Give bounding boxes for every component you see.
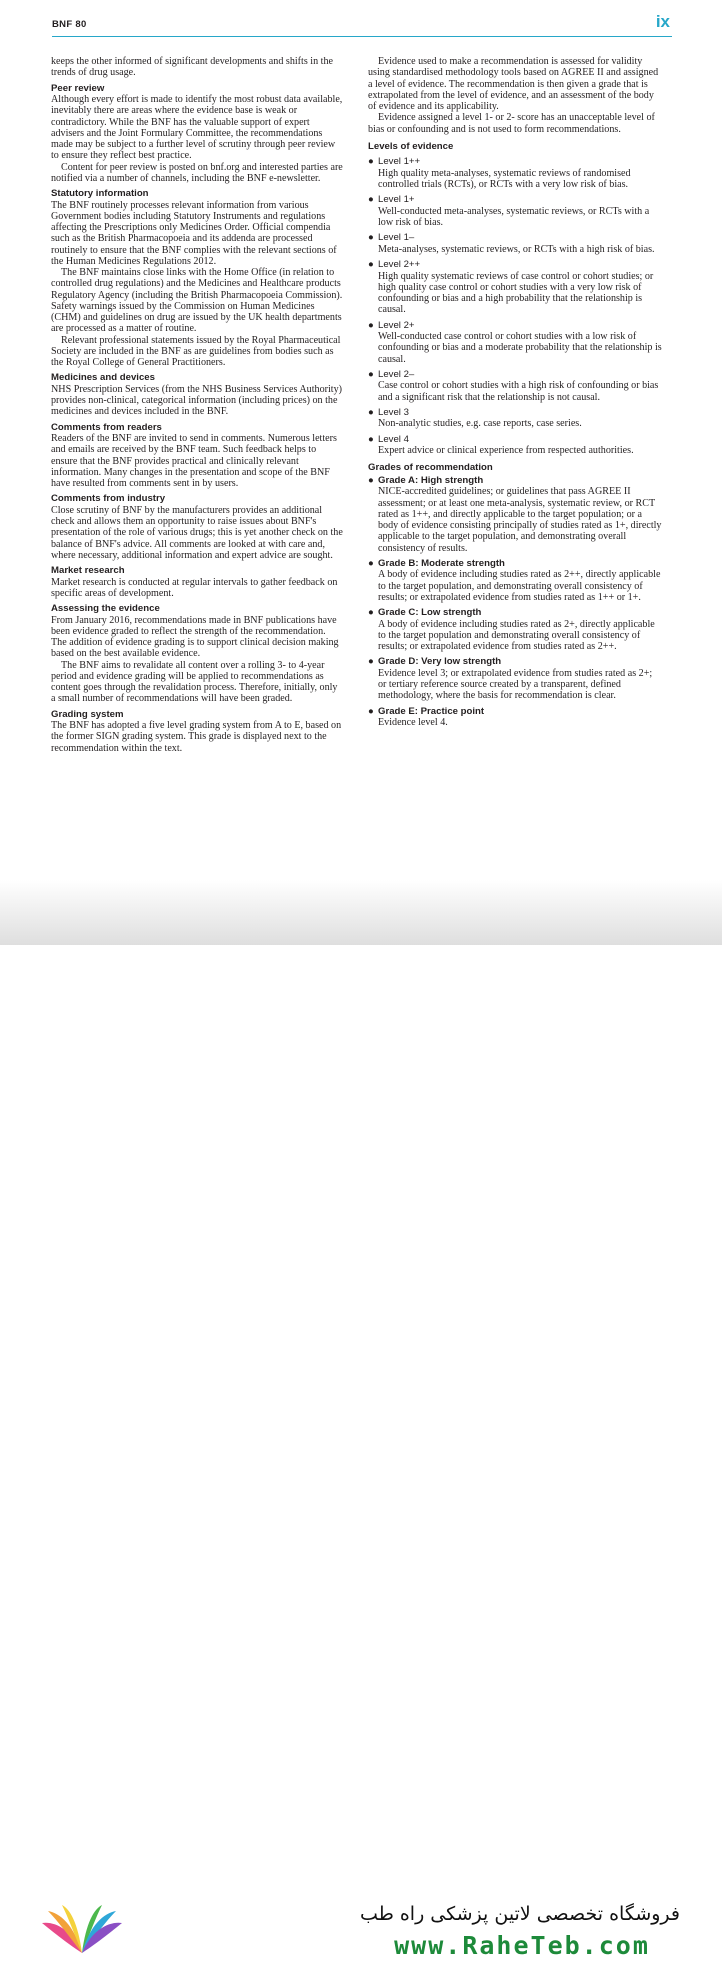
readers-p1: Readers of the BNF are invited to send in comments. Numerous letters and emails are received by the BNF team. Such feedback helps to ensure that the BNF provides practical and clinically relevant information. Many changes in the presentation and scope of the BNF have resulted from comments sent in by users.	[51, 433, 337, 489]
bullet-icon: ●	[368, 156, 374, 168]
level-title: Level 2+	[378, 319, 415, 331]
level-description: Expert advice or clinical experience from respected authorities.	[378, 445, 634, 456]
readers-heading: Comments from readers	[51, 421, 162, 433]
grade-title: Grade E: Practice point	[378, 705, 485, 717]
left-column	[51, 56, 343, 754]
level-item	[368, 194, 662, 228]
medicines-heading: Medicines and devices	[51, 372, 155, 384]
document-page	[0, 0, 722, 940]
market-heading: Market research	[51, 565, 125, 576]
bullet-icon: ●	[368, 607, 374, 618]
level-title: Level 1+	[378, 194, 415, 206]
right-column	[368, 56, 662, 728]
peer-review-p1: Although every effort is made to identify the most robust data available, inevitably there are areas where the evidence base is weak or contradictory. While the BNF has the valuable support of expert advisers and the Joint Formulary Committee, the recommendations made may be subject to a further level of scrutiny through peer review to ensure they reflect best practice.	[51, 94, 343, 162]
bullet-icon: ●	[368, 557, 374, 569]
grade-description: NICE-accredited guidelines; or guidelines that pass AGREE II assessment; or at least one meta-analysis, systematic review, or RCT rated as 1++, and directly applicable to the target population; or a body of evidence consisting principally of studies rated as 1+, directly applicable to the target population, and demonstrating overall consistency of results.	[378, 486, 662, 554]
peer-review-p2: Content for peer review is posted on bnf.org and interested parties are notified via a number of channels, including the BNF e-newsletter.	[51, 161, 343, 184]
grade-title: Grade A: High strength	[378, 474, 484, 486]
level-description: Meta-analyses, systematic reviews, or RCTs with a high risk of bias.	[378, 243, 655, 255]
page-number: ix	[655, 12, 670, 31]
peer-review-heading: Peer review	[51, 82, 105, 94]
grade-item	[368, 558, 662, 603]
bullet-icon: ●	[368, 194, 374, 206]
grade-description: Evidence level 4.	[378, 717, 448, 728]
statutory-p3: Relevant professional statements issued by the Royal Pharmaceutical Society are included in the BNF as are guidelines from bodies such as the Royal College of General Practitioners.	[51, 334, 341, 368]
level-description: High quality systematic reviews of case control or cohort studies; or high quality case control or cohort studies with a very low risk of confounding or bias and a high probability that the relationship is causal.	[378, 270, 654, 316]
grade-item	[368, 656, 662, 701]
running-title: BNF 80	[52, 19, 87, 30]
assessing-p2: The BNF aims to revalidate all content over a rolling 3- to 4-year period and evidence grading will be applied to recommendations as content goes through the revalidation process. Therefore, initially, only a small number of recommendations will have been graded.	[51, 659, 338, 705]
industry-heading: Comments from industry	[51, 493, 166, 505]
level-title: Level 2–	[378, 368, 415, 380]
statutory-heading: Statutory information	[51, 188, 149, 199]
watermark-banner	[0, 945, 722, 1960]
level-title: Level 4	[378, 433, 409, 445]
bullet-icon: ●	[368, 406, 374, 418]
industry-p1: Close scrutiny of BNF by the manufacturers provides an additional check and allows them an opportunity to raise issues about BNF's presentation of the role of various drugs; this is yet another check on the balance of BNF's advice. All comments are looked at with care and, where necessary, additional information and expert advice are sought.	[51, 504, 343, 561]
grade-title: Grade C: Low strength	[378, 607, 482, 618]
assessing-heading: Assessing the evidence	[51, 603, 160, 614]
grade-title: Grade B: Moderate strength	[378, 557, 505, 569]
grade-description: A body of evidence including studies rated as 2++, directly applicable to the target population, and demonstrating overall consistency of results; or extrapolated evidence from studies rated as 1++ or 1+.	[378, 569, 661, 603]
grade-description: Evidence level 3; or extrapolated evidence from studies rated as 2+; or tertiary reference source created by a transparent, defined methodology, where the basis for recommendation is clear.	[378, 667, 653, 702]
grading-p1: The BNF has adopted a five level grading system from A to E, based on the former SIGN grading system. This grade is displayed next to the recommendation within the text.	[51, 720, 342, 754]
store-name: فروشگاه تخصصی لاتین پزشکی راه طب	[360, 1903, 680, 1925]
evidence-p2: Evidence assigned a level 1- or 2- score has an unacceptable level of bias or confounding and is not used to form recommendations.	[368, 112, 655, 135]
level-description: High quality meta-analyses, systematic reviews of randomised controlled trials (RCTs), or RCTs with a very low risk of bias.	[378, 167, 631, 190]
level-item	[368, 320, 662, 365]
levels-list	[368, 156, 662, 456]
statutory-p1: The BNF routinely processes relevant information from various Government bodies including Statutory Instruments and regulations affecting the Prescriptions only Medicines Order. Official compendia such as the British Pharmacopoeia and its addenda are processed routinely to ensure that the BNF complies with the relevant sections of the Human Medicines Regulations 2012.	[51, 199, 337, 267]
grade-description: A body of evidence including studies rated as 2+, directly applicable to the target population and demonstrating overall consistency of results; or extrapolated evidence from studies rated as 2++.	[378, 618, 655, 652]
grade-item	[368, 706, 662, 729]
grade-item	[368, 607, 662, 652]
level-description: Well-conducted meta-analyses, systematic reviews, or RCTs with a low risk of bias.	[378, 205, 650, 228]
bullet-icon: ●	[368, 433, 374, 445]
level-item	[368, 434, 662, 457]
grades-list	[368, 475, 662, 729]
grade-item	[368, 475, 662, 554]
running-header	[52, 14, 672, 37]
bullet-icon: ●	[368, 368, 374, 380]
level-item	[368, 369, 662, 403]
store-url[interactable]: www.RaheTeb.com	[394, 1931, 650, 1960]
bullet-icon: ●	[368, 319, 374, 331]
level-description: Well-conducted case control or cohort studies with a low risk of confounding or bias and a moderate probability that the relationship is causal.	[378, 331, 662, 365]
book-logo-icon	[38, 1903, 126, 1964]
page-shadow	[0, 880, 722, 950]
statutory-p2: The BNF maintains close links with the Home Office (in relation to controlled drug regulations) and the Medicines and Healthcare products Regulatory Agency (including the British Pharmacopoeia Commission). Safety warnings issued by the Commission on Human Medicines (CHM) and guidelines on drug are issued by the UK health departments are processed as a matter of routine.	[51, 267, 343, 335]
grade-title: Grade D: Very low strength	[378, 656, 502, 668]
levels-heading: Levels of evidence	[368, 140, 454, 152]
level-item	[368, 156, 662, 190]
grading-heading: Grading system	[51, 708, 124, 720]
bullet-icon: ●	[368, 474, 374, 486]
level-description: Non-analytic studies, e.g. case reports, case series.	[378, 418, 582, 430]
bullet-icon: ●	[368, 259, 374, 270]
level-title: Level 1++	[378, 156, 421, 168]
grades-heading: Grades of recommendation	[368, 462, 493, 474]
bullet-icon: ●	[368, 232, 374, 244]
intro-paragraph: keeps the other informed of significant developments and shifts in the trends of drug usage.	[51, 56, 333, 79]
level-title: Level 3	[378, 406, 409, 418]
assessing-p1: From January 2016, recommendations made in BNF publications have been evidence graded to reflect the strength of the recommendation. The addition of evidence grading is to support clinical decision making based on the best available evidence.	[51, 614, 339, 660]
level-title: Level 2++	[378, 259, 421, 270]
level-item	[368, 259, 662, 316]
level-description: Case control or cohort studies with a high risk of confounding or bias and a significant risk that the relationship is not causal.	[378, 380, 659, 403]
level-title: Level 1–	[378, 232, 415, 244]
medicines-p1: NHS Prescription Services (from the NHS Business Services Authority) provides non-clinical, categorical information (including prices) on the medicines and devices included in the BNF.	[51, 383, 343, 418]
bullet-icon: ●	[368, 705, 374, 717]
bullet-icon: ●	[368, 656, 374, 668]
market-p1: Market research is conducted at regular intervals to gather feedback on specific areas of development.	[51, 576, 338, 599]
level-item	[368, 407, 662, 430]
evidence-p1: Evidence used to make a recommendation is assessed for validity using standardised methodology tools based on AGREE II and assigned a level of evidence. The recommendation is then given a grade that is extrapolated from the level of evidence, and an assessment of the body of evidence and its applicability.	[368, 56, 659, 112]
level-item	[368, 232, 662, 255]
